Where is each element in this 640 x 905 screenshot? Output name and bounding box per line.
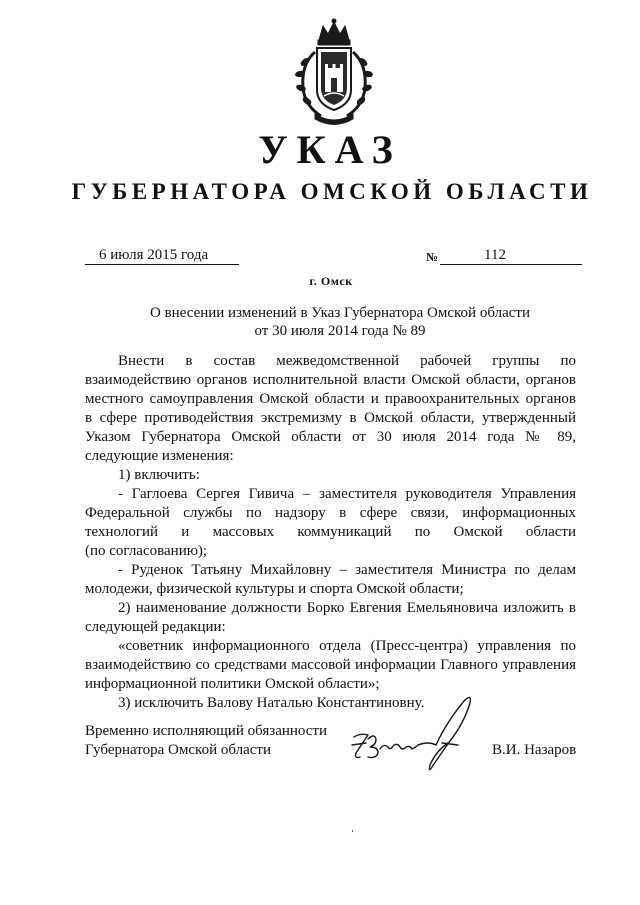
body-line: Указом Губернатора Омской области от 30 июля 2014 года № 89, [85,429,576,445]
position-line: Временно исполняющий обязанности [85,723,328,739]
number-field [440,246,582,265]
body-line: - Гаглоева Сергея Гивича – заместителя руководителя Управления [118,486,576,502]
body-line: (по согласованию); [85,543,208,559]
signatory-name: В.И. Назаров [492,742,577,758]
body-line: 3) исключить Валову Наталью Константиновну. [118,695,425,711]
handwritten-signature-icon [346,693,486,775]
body-line: в сфере противодействия экстремизму в Омской области, утвержденный [85,410,576,426]
body-line: Федеральной службы по надзору в сфере связи, информационных [85,505,576,521]
number-sign: № [426,250,439,264]
subject-line: О внесении изменений в Указ Губернатора Омской области [150,305,530,321]
subject-line: от 30 июля 2014 года № 89 [254,323,426,339]
body-line: молодежи, физической культуры и спорта Омской области; [85,581,464,597]
body-line: взаимодействию со средствами массовой информации Главного управления [85,657,576,673]
city-label: г. Омск [309,274,353,288]
body-line: Внести в состав межведомственной рабочей группы по [118,353,576,369]
signatory-position [85,722,327,760]
document-date: 6 июля 2015 года [99,247,209,263]
body-line: - Руденок Татьяну Михайловну – заместителя Министра по делам [118,562,576,578]
body-line: информационной политики Омской области»; [85,676,380,692]
document-subtitle: ГУБЕРНАТОРА ОМСКОЙ ОБЛАСТИ [71,179,593,204]
document-body [85,352,576,713]
body-line: следующие изменения: [85,448,234,464]
document-title: УКАЗ [258,127,402,172]
document-subject [100,304,580,340]
document-number: 112 [484,247,506,263]
body-line: «советник информационного отдела (Пресс-центра) управления по [118,638,576,654]
body-line: следующей редакции: [85,619,226,635]
coat-of-arms-icon [291,18,377,128]
body-line: местного самоуправления Омской области и правоохранительных органов [85,391,576,407]
body-line: технологий и массовых коммуникаций по Омской области [85,524,576,540]
body-line: 2) наименование должности Борко Евгения Емельяновича изложить в [118,600,576,616]
body-line: взаимодействию органов исполнительной власти Омской области, органов [85,372,576,388]
position-line: Губернатора Омской области [85,742,271,758]
scan-speck [352,830,353,832]
date-field [85,246,239,265]
body-line: 1) включить: [118,467,200,483]
